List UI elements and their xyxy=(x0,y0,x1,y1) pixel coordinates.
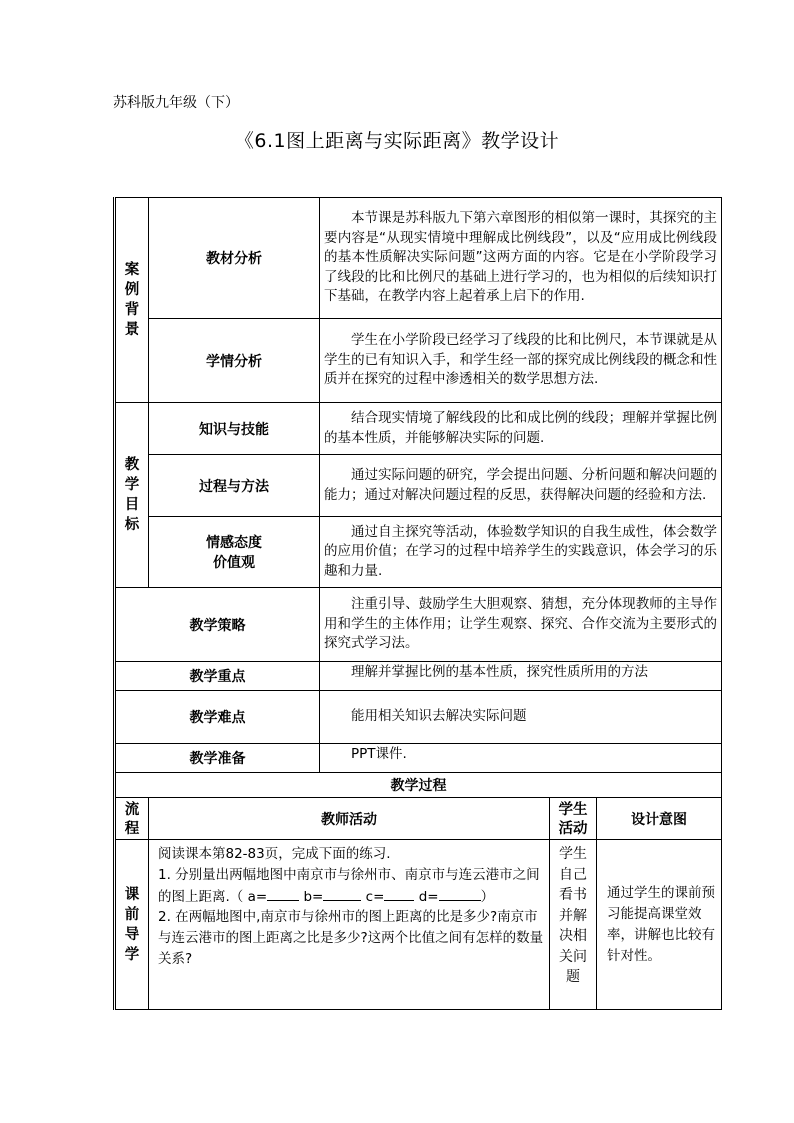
design-intent-header: 设计意图 xyxy=(597,798,722,840)
answer-blank-d xyxy=(439,886,481,901)
key-points-text: 理解并掌握比例的基本性质，探究性质所用的方法 xyxy=(320,662,722,691)
strategy-heading: 教学策略 xyxy=(115,588,320,662)
key-points-heading: 教学重点 xyxy=(115,662,320,691)
attitude-values-text: 通过自主探究等活动，体验数学知识的自我生成性，体会数学的应用价值；在学习的过程中培养学生的实践意识，体会学习的乐趣和力量. xyxy=(320,517,722,588)
material-analysis-text: 本节课是苏科版九下第六章图形的相似第一课时，其探究的主要内容是“从现实情境中理解成比例线段”，以及“应用成比例线段的基本性质解决实际问题”这两方面的内容。它是在小学阶段学习了线段的比和比例尺的基础上进行学习的，也为相似的后续知识打下基础，在教学内容上起着承上启下的作用. xyxy=(320,198,722,319)
difficulties-text: 能用相关知识去解决实际问题 xyxy=(320,691,722,744)
table-row xyxy=(115,773,722,798)
process-title: 教学过程 xyxy=(115,773,722,798)
preview-design-intent: 通过学生的课前预习能提高课堂效率，讲解也比较有针对性。 xyxy=(597,840,722,1010)
preview-student-activity: 学生 自己 看书 并解 决相 关问 题 xyxy=(550,840,597,1010)
table-row xyxy=(115,198,722,319)
teacher-activity-header: 教师活动 xyxy=(149,798,550,840)
lesson-plan-table xyxy=(113,197,722,1010)
edition-label: 苏科版九年级（下） xyxy=(113,95,239,111)
case-background-label: 案 例 背 景 xyxy=(115,198,149,403)
preview-teacher-activity xyxy=(149,840,550,1010)
preparation-heading: 教学准备 xyxy=(115,744,320,773)
preparation-text: PPT课件. xyxy=(320,744,722,773)
table-row xyxy=(115,403,722,455)
table-row xyxy=(115,840,722,1010)
learner-analysis-text: 学生在小学阶段已经学习了线段的比和比例尺，本节课就是从学生的已有知识入手，和学生经一部的探究成比例线段的概念和性质并在探究的过程中渗透相关的数学思想方法. xyxy=(320,319,722,403)
process-methods-heading: 过程与方法 xyxy=(149,455,320,517)
flow-column-header: 流 程 xyxy=(115,798,149,840)
table-row xyxy=(115,588,722,662)
knowledge-skills-heading: 知识与技能 xyxy=(149,403,320,455)
answer-blank-a xyxy=(267,886,299,901)
preview-flow-label: 课 前 导 学 xyxy=(115,840,149,1010)
document-title: 《6.1图上距离与实际距离》教学设计 xyxy=(234,130,560,152)
table-row xyxy=(115,744,722,773)
answer-blank-b xyxy=(323,886,361,901)
table-row xyxy=(115,455,722,517)
teaching-goals-label: 教 学 目 标 xyxy=(115,403,149,588)
material-analysis-heading: 教材分析 xyxy=(149,198,320,319)
process-methods-text: 通过实际问题的研究，学会提出问题、分析问题和解决问题的能力；通过对解决问题过程的反思，获得解决问题的经验和方法. xyxy=(320,455,722,517)
preview-question-2: 2. 在两幅地图中,南京市与徐州市的图上距离的比是多少?南京市与连云港市的图上距离之比是多少?这两个比值之间有怎样的数量关系? xyxy=(158,909,544,967)
learner-analysis-heading: 学情分析 xyxy=(149,319,320,403)
table-row xyxy=(115,798,722,840)
answer-blank-c xyxy=(384,886,414,901)
difficulties-heading: 教学难点 xyxy=(115,691,320,744)
preview-intro: 阅读课本第82-83页，完成下面的练习. xyxy=(158,846,391,862)
strategy-text: 注重引导、鼓励学生大胆观察、猜想，充分体现教师的主导作用和学生的主体作用；让学生观察、探究、合作交流为主要形式的探究式学习法。 xyxy=(320,588,722,662)
table-row xyxy=(115,691,722,744)
table-row xyxy=(115,517,722,588)
knowledge-skills-text: 结合现实情境了解线段的比和成比例的线段；理解并掌握比例的基本性质，并能够解决实际的问题. xyxy=(320,403,722,455)
student-activity-header: 学生 活动 xyxy=(550,798,597,840)
table-row xyxy=(115,319,722,403)
preview-question-1: 1. 分别量出两幅地图中南京市与徐州市、南京市与连云港市之间的图上距离.（ a= b= c= d= ） xyxy=(158,866,540,905)
table-row xyxy=(115,662,722,691)
attitude-values-heading: 情感态度 价值观 xyxy=(149,517,320,588)
